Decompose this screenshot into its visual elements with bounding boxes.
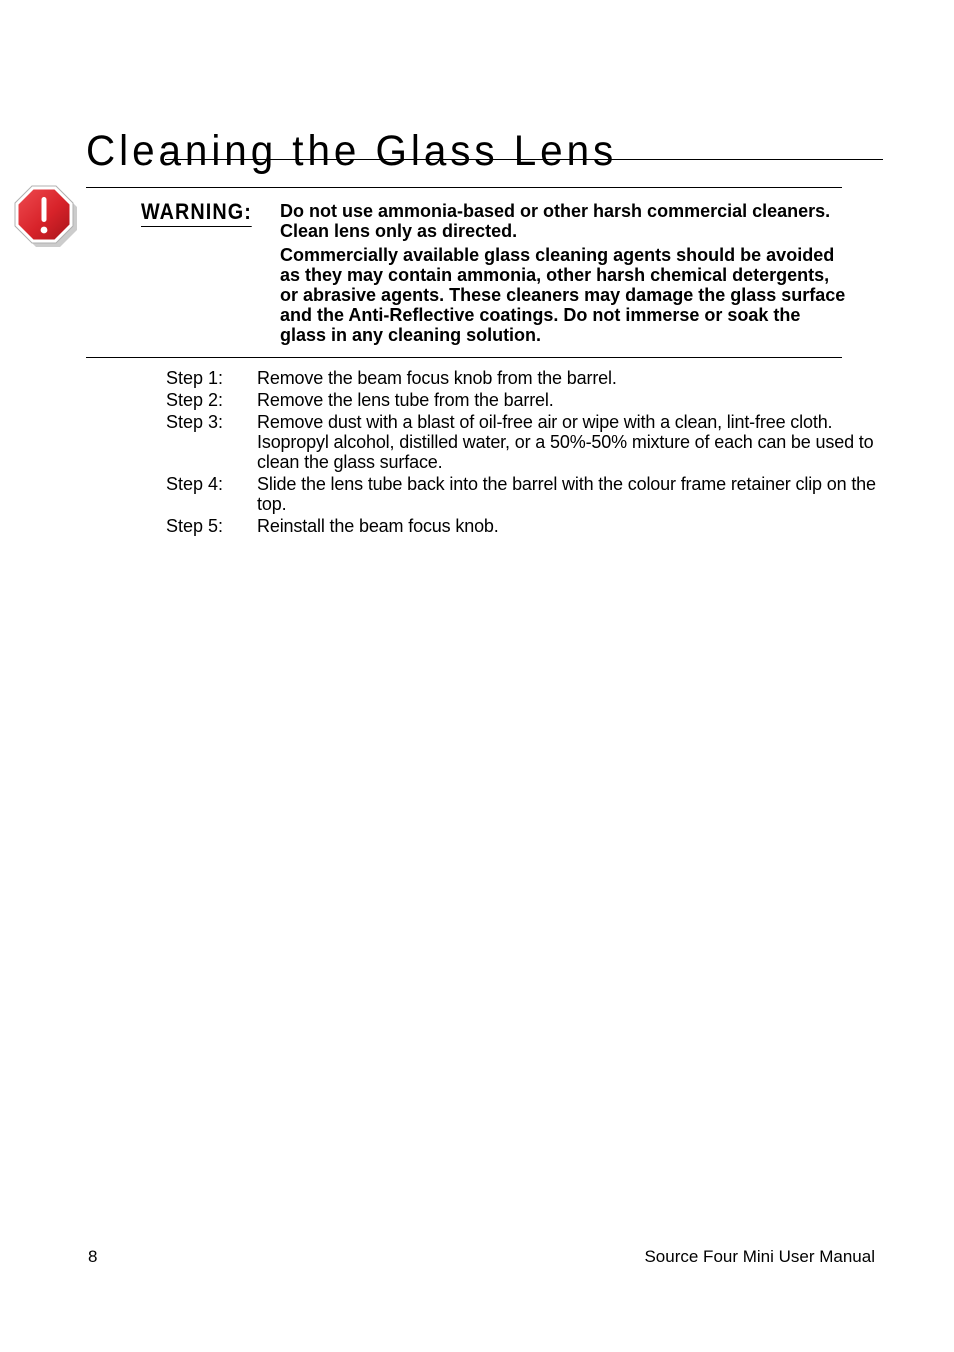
warning-bottom-divider xyxy=(86,357,842,358)
step-label: Step 4: xyxy=(166,474,224,494)
page-title: Cleaning the Glass Lens xyxy=(86,126,618,175)
step-item xyxy=(166,474,886,514)
warning-top-divider xyxy=(86,187,842,188)
step-label: Step 2: xyxy=(166,390,224,410)
step-text: Remove the beam focus knob from the barrel. xyxy=(257,368,617,388)
step-label: Step 1: xyxy=(166,368,224,388)
step-text: Remove the lens tube from the barrel. xyxy=(257,390,554,410)
step-text: Remove dust with a blast of oil-free air or wipe with a clean, lint-free cloth. Isopropyl alcohol, distilled water, or a 50%-50% mixture of each can be used to clean the glass surface. xyxy=(257,412,874,472)
warning-paragraph: Do not use ammonia-based or other harsh commercial cleaners. Clean lens only as directed. xyxy=(280,201,831,241)
step-item xyxy=(166,412,886,472)
footer-document-title: Source Four Mini User Manual xyxy=(644,1247,875,1266)
footer-page-number: 8 xyxy=(88,1247,98,1266)
step-list xyxy=(166,368,886,538)
step-text: Reinstall the beam focus knob. xyxy=(257,516,499,536)
step-item xyxy=(166,368,886,388)
warning-paragraph: Commercially available glass cleaning agents should be avoided as they may contain ammonia, other harsh chemical detergents, or abrasive agents. These cleaners may damage the glass surface and the Anti-Reflective coatings. Do not immerse or soak the glass in any cleaning solution. xyxy=(280,245,846,345)
title-divider xyxy=(165,159,883,160)
warning-label: WARNING: xyxy=(141,199,252,227)
step-label: Step 5: xyxy=(166,516,224,536)
warning-text xyxy=(280,201,848,349)
warning-stop-sign-icon xyxy=(12,185,78,247)
step-item xyxy=(166,516,886,536)
step-label: Step 3: xyxy=(166,412,224,432)
step-text: Slide the lens tube back into the barrel with the colour frame retainer clip on the top. xyxy=(257,474,876,514)
step-item xyxy=(166,390,886,410)
